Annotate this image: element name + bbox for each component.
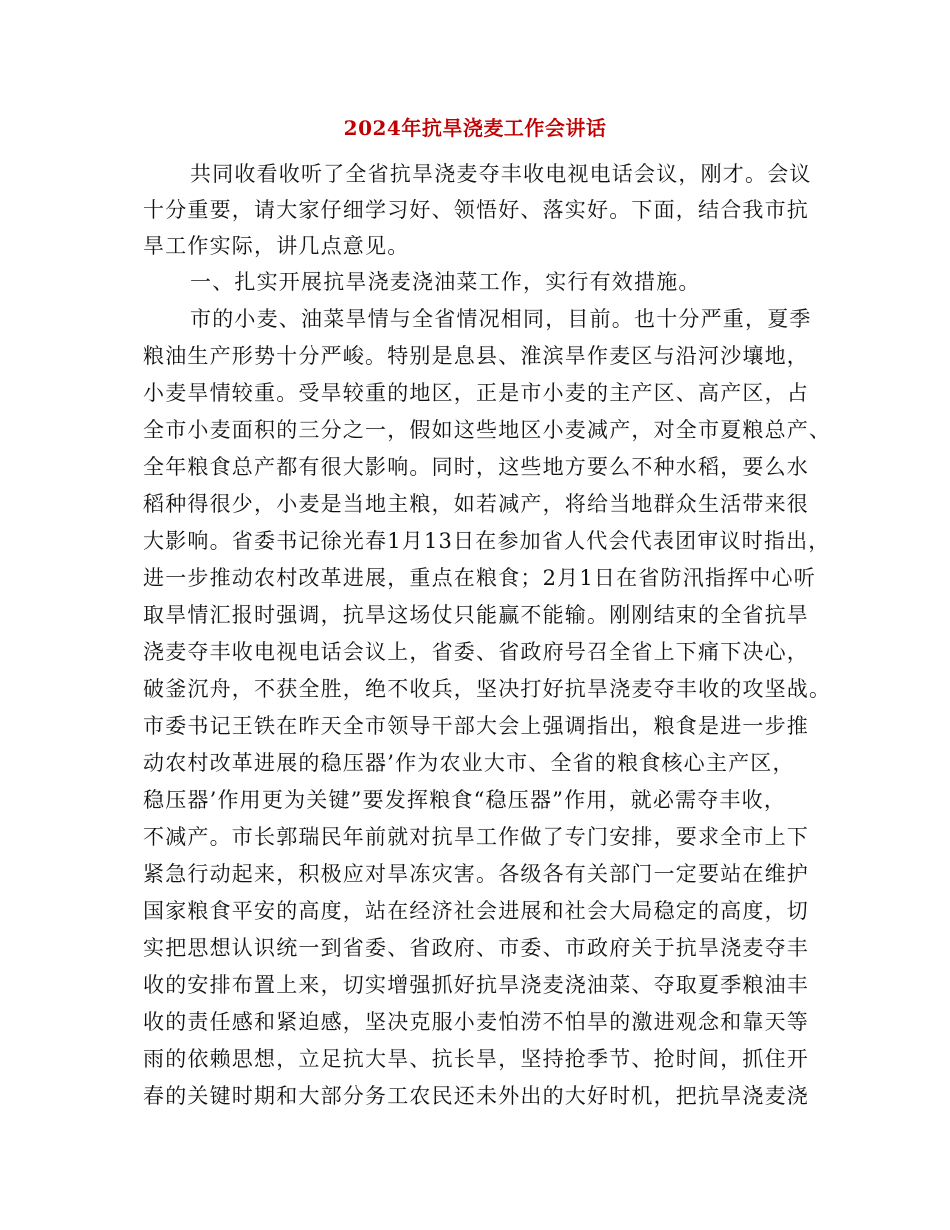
paragraph-line: 小麦旱情较重。受旱较重的地区，正是市小麦的主产区、高产区，占 bbox=[143, 381, 809, 405]
paragraph-line: 收的安排布置上来，切实增强抓好抗旱浇麦浇油菜、夺取夏季粮油丰 bbox=[143, 973, 809, 997]
paragraph-line: 收的责任感和紧迫感，坚决克服小麦怕涝不怕旱的激进观念和靠天等 bbox=[143, 1010, 809, 1034]
paragraph-line: 紧急行动起来，积极应对旱冻灾害。各级各有关部门一定要站在维护 bbox=[143, 862, 809, 886]
paragraph-line: 进一步推动农村改革进展，重点在粮食；2月1日在省防汛指挥中心听 bbox=[143, 566, 816, 590]
paragraph-line: 全市小麦面积的三分之一，假如这些地区小麦减产，对全市夏粮总产、 bbox=[143, 418, 832, 442]
paragraph-line: 浇麦夺丰收电视电话会议上，省委、省政府号召全省上下痛下决心， bbox=[143, 640, 809, 664]
paragraph-line: 稻种得很少，小麦是当地主粮，如若减产，将给当地群众生活带来很 bbox=[143, 492, 809, 516]
paragraph-line: 全年粮食总产都有很大影响。同时，这些地方要么不种水稻，要么水 bbox=[143, 455, 809, 479]
paragraph-line: 不减产。市长郭瑞民年前就对抗旱工作做了专门安排，要求全市上下 bbox=[143, 825, 809, 849]
paragraph-line: 实把思想认识统一到省委、省政府、市委、市政府关于抗旱浇麦夺丰 bbox=[143, 936, 809, 960]
paragraph-line: 粮油生产形势十分严峻。特别是息县、淮滨旱作麦区与沿河沙壤地， bbox=[143, 344, 809, 368]
paragraph-line: 旱工作实际，讲几点意见。 bbox=[143, 234, 410, 258]
paragraph-line: 共同收看收听了全省抗旱浇麦夺丰收电视电话会议，刚才。会议 bbox=[190, 162, 812, 186]
paragraph-line: 破釜沉舟，不获全胜，绝不收兵，坚决打好抗旱浇麦夺丰收的攻坚战。 bbox=[143, 677, 832, 701]
paragraph-line: 雨的依赖思想，立足抗大旱、抗长旱，坚持抢季节、抢时间，抓住开 bbox=[143, 1047, 809, 1071]
paragraph-line: 市委书记王铁在昨天全市领导干部大会上强调指出，粮食是进一步推 bbox=[143, 714, 809, 738]
paragraph-line: 大影响。省委书记徐光春1月13日在参加省人代会代表团审议时指出， bbox=[143, 529, 831, 553]
paragraph-line: 十分重要，请大家仔细学习好、领悟好、落实好。下面，结合我市抗 bbox=[143, 198, 809, 222]
document-title: 2024年抗旱浇麦工作会讲话 bbox=[343, 116, 607, 140]
paragraph-line: 稳压器’作用更为关键”要发挥粮食“稳压器”作用，就必需夺丰收， bbox=[143, 788, 787, 812]
section-heading: 一、扎实开展抗旱浇麦浇油菜工作，实行有效措施。 bbox=[190, 270, 701, 294]
paragraph-line: 国家粮食平安的高度，站在经济社会进展和社会大局稳定的高度，切 bbox=[143, 899, 809, 923]
paragraph-line: 动农村改革进展的稳压器’作为农业大市、全省的粮食核心主产区， bbox=[143, 751, 795, 775]
paragraph-line: 市的小麦、油菜旱情与全省情况相同，目前。也十分严重，夏季 bbox=[190, 307, 812, 331]
paragraph-line: 春的关键时期和大部分务工农民还未外出的大好时机，把抗旱浇麦浇 bbox=[143, 1084, 809, 1108]
paragraph-line: 取旱情汇报时强调，抗旱这场仗只能赢不能输。刚刚结束的全省抗旱 bbox=[143, 603, 809, 627]
